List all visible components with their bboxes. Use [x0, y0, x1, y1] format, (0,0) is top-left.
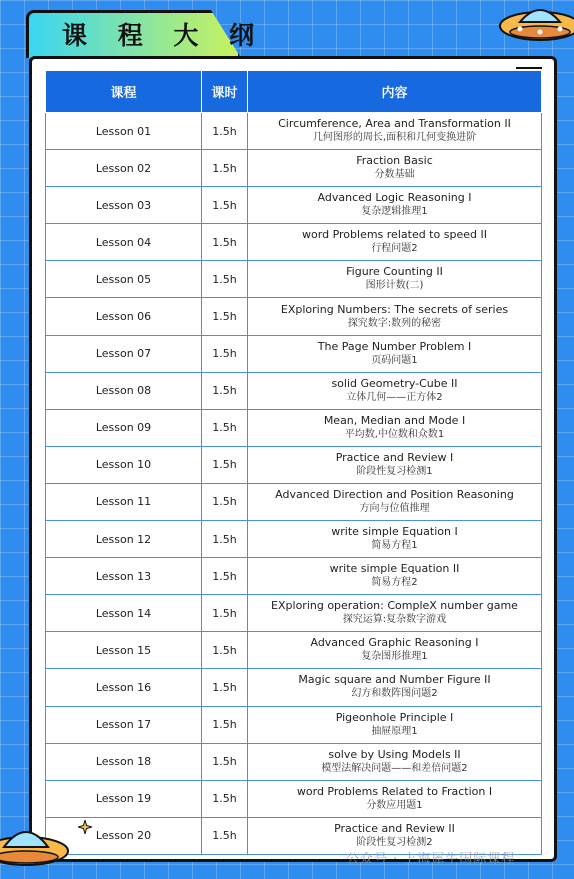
content-cell [248, 446, 542, 483]
content-english: solid Geometry-Cube II [331, 376, 458, 390]
hours-cell: 1.5h [202, 335, 248, 372]
hours-cell: 1.5h [202, 187, 248, 224]
table-row [46, 409, 542, 446]
hours-cell: 1.5h [202, 558, 248, 595]
content-english: Figure Counting II [346, 265, 443, 279]
content-english: solve by Using Models II [328, 747, 461, 761]
content-chinese: 页码问题1 [371, 354, 418, 366]
content-english: write simple Equation II [329, 562, 460, 576]
content-english: Pigeonhole Principle I [335, 710, 454, 724]
lesson-cell: Lesson 11 [46, 483, 202, 520]
hours-cell: 1.5h [202, 743, 248, 780]
content-cell [248, 113, 542, 150]
table-row [46, 706, 542, 743]
content-english: The Page Number Problem I [317, 339, 472, 353]
table-row [46, 261, 542, 298]
table-row [46, 335, 542, 372]
content-chinese: 行程问题2 [371, 243, 418, 255]
curriculum-table [45, 70, 542, 855]
watermark: 公众号 · 上海犀牛国际课程 [346, 852, 516, 867]
lesson-cell: Lesson 10 [46, 446, 202, 483]
content-english: Circumference, Area and Transformation II [278, 117, 511, 131]
content-chinese: 探究数字:数列的秘密 [347, 317, 442, 329]
content-chinese: 抽屉原理1 [371, 725, 418, 737]
header-lesson: 课程 [46, 71, 202, 113]
content-cell [248, 632, 542, 669]
content-english: Magic square and Number Figure II [298, 673, 491, 687]
content-chinese: 图形计数(二) [365, 280, 424, 292]
content-english: EXploring operation: CompleX number game [271, 599, 518, 613]
content-cell [248, 224, 542, 261]
lesson-cell: Lesson 04 [46, 224, 202, 261]
content-cell [248, 409, 542, 446]
content-chinese: 阶段性复习检测2 [356, 836, 433, 848]
lesson-cell: Lesson 14 [46, 595, 202, 632]
content-english: write simple Equation I [331, 525, 458, 539]
table-row [46, 669, 542, 706]
table-header-row [46, 71, 542, 113]
lesson-cell: Lesson 13 [46, 558, 202, 595]
content-english: word Problems related to speed II [302, 228, 487, 242]
lesson-cell: Lesson 16 [46, 669, 202, 706]
content-chinese: 模型法解决问题——和差倍问题2 [321, 762, 468, 774]
hours-cell: 1.5h [202, 521, 248, 558]
content-cell [248, 372, 542, 409]
table-row [46, 113, 542, 150]
lesson-cell: Lesson 17 [46, 706, 202, 743]
lesson-cell: Lesson 09 [46, 409, 202, 446]
content-chinese: 探究运算:复杂数字游戏 [342, 614, 447, 626]
hours-cell: 1.5h [202, 446, 248, 483]
lesson-cell: Lesson 18 [46, 743, 202, 780]
lesson-cell: Lesson 15 [46, 632, 202, 669]
content-cell [248, 150, 542, 187]
content-cell [248, 298, 542, 335]
hours-cell: 1.5h [202, 372, 248, 409]
hours-cell: 1.5h [202, 780, 248, 817]
lesson-cell: Lesson 01 [46, 113, 202, 150]
hours-cell: 1.5h [202, 669, 248, 706]
content-cell [248, 595, 542, 632]
content-english: Practice and Review I [335, 450, 454, 464]
hours-cell: 1.5h [202, 113, 248, 150]
content-english: Advanced Direction and Position Reasoning [275, 487, 514, 501]
content-chinese: 几何图形的周长,面积和几何变换进阶 [312, 132, 477, 144]
content-cell [248, 521, 542, 558]
lesson-cell: Lesson 06 [46, 298, 202, 335]
content-cell [248, 483, 542, 520]
content-chinese: 分数应用题1 [366, 799, 423, 811]
header-content: 内容 [248, 71, 542, 113]
lesson-cell: Lesson 12 [46, 521, 202, 558]
content-chinese: 分数基础 [374, 169, 415, 181]
table-row [46, 780, 542, 817]
content-chinese: 阶段性复习检测1 [356, 465, 433, 477]
lesson-cell: Lesson 05 [46, 261, 202, 298]
table-row [46, 483, 542, 520]
content-chinese: 幻方和数阵图问题2 [351, 688, 438, 700]
content-chinese: 复杂逻辑推理1 [361, 206, 428, 218]
content-cell [248, 706, 542, 743]
content-cell [248, 743, 542, 780]
content-english: Practice and Review II [334, 821, 455, 835]
content-english: Advanced Logic Reasoning I [317, 191, 472, 205]
ufo-left-icon [0, 805, 78, 875]
content-chinese: 平均数,中位数和众数1 [344, 428, 445, 440]
content-cell [248, 558, 542, 595]
content-english: Fraction Basic [356, 154, 433, 168]
content-chinese: 方向与位值推理 [359, 502, 430, 514]
table-row [46, 446, 542, 483]
content-chinese: 立体几何——正方体2 [346, 391, 443, 403]
table-row [46, 224, 542, 261]
content-chinese: 简易方程1 [371, 540, 418, 552]
table-row [46, 187, 542, 224]
curriculum-card [29, 56, 557, 862]
content-english: Advanced Graphic Reasoning I [310, 636, 479, 650]
content-cell [248, 780, 542, 817]
lesson-cell: Lesson 08 [46, 372, 202, 409]
content-english: EXploring Numbers: The secrets of series [280, 302, 509, 316]
hours-cell: 1.5h [202, 150, 248, 187]
content-english: word Problems Related to Fraction I [296, 784, 493, 798]
header-hours: 课时 [202, 71, 248, 113]
lesson-cell: Lesson 20 [46, 817, 202, 854]
hours-cell: 1.5h [202, 706, 248, 743]
lesson-cell: Lesson 03 [46, 187, 202, 224]
table-row [46, 298, 542, 335]
hours-cell: 1.5h [202, 298, 248, 335]
star-icon [78, 820, 92, 834]
content-cell [248, 187, 542, 224]
hours-cell: 1.5h [202, 632, 248, 669]
table-row [46, 521, 542, 558]
table-row [46, 558, 542, 595]
content-chinese: 复杂图形推理1 [361, 651, 428, 663]
content-chinese: 简易方程2 [371, 577, 418, 589]
table-row [46, 632, 542, 669]
hours-cell: 1.5h [202, 483, 248, 520]
hours-cell: 1.5h [202, 261, 248, 298]
lesson-cell: Lesson 07 [46, 335, 202, 372]
lesson-cell: Lesson 02 [46, 150, 202, 187]
content-cell [248, 335, 542, 372]
hours-cell: 1.5h [202, 817, 248, 854]
content-cell [248, 669, 542, 706]
content-english: Mean, Median and Mode I [323, 413, 466, 427]
content-cell [248, 261, 542, 298]
lesson-cell: Lesson 19 [46, 780, 202, 817]
table-row [46, 150, 542, 187]
hours-cell: 1.5h [202, 409, 248, 446]
ufo-icon [490, 0, 574, 52]
table-row [46, 372, 542, 409]
table-row [46, 595, 542, 632]
hours-cell: 1.5h [202, 595, 248, 632]
page-title: 课 程 大 纲 [62, 21, 266, 50]
table-row [46, 743, 542, 780]
hours-cell: 1.5h [202, 224, 248, 261]
